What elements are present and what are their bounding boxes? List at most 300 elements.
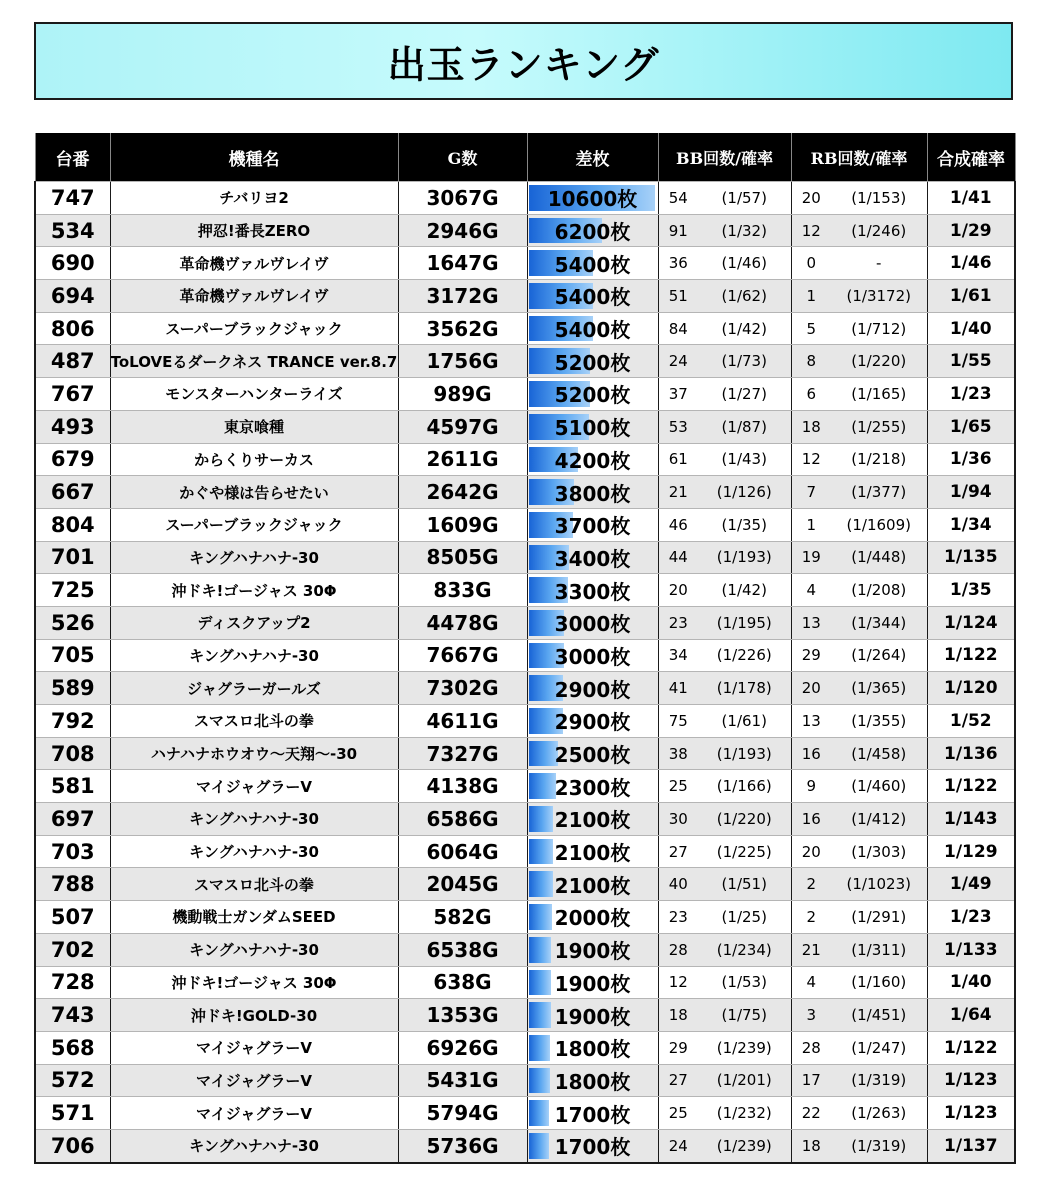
combined-probability: 1/122 — [927, 639, 1015, 672]
game-count: 2642G — [398, 476, 527, 509]
combined-probability: 1/49 — [927, 868, 1015, 901]
table-row — [35, 999, 1015, 1032]
table-row — [35, 737, 1015, 770]
header-machine-name: 機種名 — [110, 133, 398, 182]
difference-text: 10600枚 — [547, 187, 638, 212]
table-row — [35, 345, 1015, 378]
difference-value — [527, 508, 658, 541]
combined-probability: 1/137 — [927, 1129, 1015, 1162]
machine-name: マイジャグラーV — [110, 770, 398, 803]
combined-probability: 1/65 — [927, 410, 1015, 443]
table-header-row — [35, 133, 1015, 182]
difference-bar — [529, 871, 554, 897]
difference-text: 4200枚 — [554, 448, 631, 473]
table-row — [35, 672, 1015, 705]
combined-probability: 1/120 — [927, 672, 1015, 705]
rb-count: 8 — [791, 345, 831, 378]
bb-probability: (1/234) — [698, 933, 791, 966]
bb-probability: (1/32) — [698, 214, 791, 247]
machine-name: ハナハナホウオウ～天翔～-30 — [110, 737, 398, 770]
combined-probability: 1/61 — [927, 280, 1015, 313]
rb-probability: (1/263) — [831, 1097, 927, 1130]
bb-count: 44 — [658, 541, 698, 574]
rb-probability: (1/365) — [831, 672, 927, 705]
game-count: 833G — [398, 574, 527, 607]
table-row — [35, 639, 1015, 672]
difference-text: 3400枚 — [554, 546, 631, 571]
combined-probability: 1/136 — [927, 737, 1015, 770]
difference-text: 1900枚 — [554, 1004, 631, 1029]
game-count: 4138G — [398, 770, 527, 803]
difference-value — [527, 770, 658, 803]
rb-count: 22 — [791, 1097, 831, 1130]
bb-count: 84 — [658, 312, 698, 345]
machine-number: 708 — [35, 737, 110, 770]
bb-count: 75 — [658, 705, 698, 738]
difference-value — [527, 541, 658, 574]
combined-probability: 1/143 — [927, 803, 1015, 836]
difference-value — [527, 606, 658, 639]
bb-count: 23 — [658, 901, 698, 934]
game-count: 7667G — [398, 639, 527, 672]
machine-number: 792 — [35, 705, 110, 738]
machine-name: マイジャグラーV — [110, 1031, 398, 1064]
bb-probability: (1/61) — [698, 705, 791, 738]
combined-probability: 1/40 — [927, 966, 1015, 999]
table-row — [35, 214, 1015, 247]
table-row — [35, 443, 1015, 476]
bb-probability: (1/51) — [698, 868, 791, 901]
difference-value — [527, 443, 658, 476]
difference-bar — [529, 741, 559, 767]
difference-value — [527, 868, 658, 901]
game-count: 2946G — [398, 214, 527, 247]
combined-probability: 1/135 — [927, 541, 1015, 574]
table-row — [35, 312, 1015, 345]
difference-bar — [529, 937, 552, 963]
table-row — [35, 1064, 1015, 1097]
bb-probability: (1/225) — [698, 835, 791, 868]
header-rb: RB回数/確率 — [791, 133, 927, 182]
difference-value — [527, 280, 658, 313]
combined-probability: 1/46 — [927, 247, 1015, 280]
difference-text: 5200枚 — [554, 350, 631, 375]
game-count: 4478G — [398, 606, 527, 639]
difference-bar — [529, 1100, 549, 1126]
bb-count: 24 — [658, 345, 698, 378]
table-row — [35, 901, 1015, 934]
machine-number: 534 — [35, 214, 110, 247]
header-bb: BB回数/確率 — [658, 133, 791, 182]
combined-probability: 1/35 — [927, 574, 1015, 607]
table-row — [35, 933, 1015, 966]
difference-value — [527, 345, 658, 378]
rb-count: 3 — [791, 999, 831, 1032]
game-count: 1647G — [398, 247, 527, 280]
rb-count: 18 — [791, 410, 831, 443]
difference-value — [527, 901, 658, 934]
rb-probability: (1/264) — [831, 639, 927, 672]
rb-count: 20 — [791, 672, 831, 705]
difference-value — [527, 737, 658, 770]
table-row — [35, 606, 1015, 639]
rb-count: 6 — [791, 378, 831, 411]
machine-name: スーパーブラックジャック — [110, 312, 398, 345]
game-count: 1609G — [398, 508, 527, 541]
bb-probability: (1/73) — [698, 345, 791, 378]
ranking-body — [35, 182, 1015, 1163]
difference-value — [527, 214, 658, 247]
difference-text: 2100枚 — [554, 841, 631, 866]
difference-value — [527, 966, 658, 999]
combined-probability: 1/41 — [927, 182, 1015, 215]
machine-name: ToLOVEるダークネス TRANCE ver.8.7 — [110, 345, 398, 378]
bb-probability: (1/46) — [698, 247, 791, 280]
difference-bar — [529, 1002, 552, 1028]
difference-value — [527, 247, 658, 280]
difference-text: 3000枚 — [554, 612, 631, 637]
difference-value — [527, 672, 658, 705]
bb-count: 54 — [658, 182, 698, 215]
machine-name: マイジャグラーV — [110, 1097, 398, 1130]
combined-probability: 1/129 — [927, 835, 1015, 868]
rb-count: 2 — [791, 868, 831, 901]
combined-probability: 1/36 — [927, 443, 1015, 476]
bb-probability: (1/57) — [698, 182, 791, 215]
bb-probability: (1/75) — [698, 999, 791, 1032]
bb-probability: (1/25) — [698, 901, 791, 934]
difference-text: 2000枚 — [554, 906, 631, 931]
difference-text: 3000枚 — [554, 644, 631, 669]
bb-probability: (1/27) — [698, 378, 791, 411]
game-count: 7302G — [398, 672, 527, 705]
game-count: 1756G — [398, 345, 527, 378]
difference-text: 2100枚 — [554, 808, 631, 833]
combined-probability: 1/23 — [927, 901, 1015, 934]
rb-probability: (1/1609) — [831, 508, 927, 541]
bb-count: 24 — [658, 1129, 698, 1162]
machine-number: 581 — [35, 770, 110, 803]
machine-number: 702 — [35, 933, 110, 966]
machine-number: 572 — [35, 1064, 110, 1097]
game-count: 7327G — [398, 737, 527, 770]
difference-text: 2900枚 — [554, 710, 631, 735]
difference-text: 1700枚 — [554, 1102, 631, 1127]
bb-count: 41 — [658, 672, 698, 705]
rb-probability: (1/451) — [831, 999, 927, 1032]
bb-count: 37 — [658, 378, 698, 411]
difference-value — [527, 933, 658, 966]
difference-value — [527, 639, 658, 672]
rb-probability: (1/355) — [831, 705, 927, 738]
machine-number: 526 — [35, 606, 110, 639]
difference-text: 3700枚 — [554, 514, 631, 539]
difference-value — [527, 410, 658, 443]
machine-number: 667 — [35, 476, 110, 509]
table-row — [35, 1097, 1015, 1130]
rb-count: 16 — [791, 803, 831, 836]
ranking-table — [34, 133, 1016, 1164]
table-row — [35, 247, 1015, 280]
bb-probability: (1/220) — [698, 803, 791, 836]
bb-probability: (1/193) — [698, 737, 791, 770]
game-count: 582G — [398, 901, 527, 934]
machine-name: キングハナハナ-30 — [110, 1129, 398, 1162]
rb-count: 1 — [791, 280, 831, 313]
game-count: 2045G — [398, 868, 527, 901]
machine-name: マイジャグラーV — [110, 1064, 398, 1097]
bb-probability: (1/195) — [698, 606, 791, 639]
table-row — [35, 770, 1015, 803]
bb-count: 29 — [658, 1031, 698, 1064]
difference-value — [527, 1129, 658, 1162]
table-row — [35, 705, 1015, 738]
machine-name: キングハナハナ-30 — [110, 541, 398, 574]
game-count: 8505G — [398, 541, 527, 574]
rb-probability: (1/344) — [831, 606, 927, 639]
bb-count: 27 — [658, 835, 698, 868]
machine-name: 沖ドキ!GOLD-30 — [110, 999, 398, 1032]
difference-text: 2300枚 — [554, 775, 631, 800]
rb-probability: (1/1023) — [831, 868, 927, 901]
difference-bar — [529, 970, 552, 996]
difference-text: 3300枚 — [554, 579, 631, 604]
bb-probability: (1/87) — [698, 410, 791, 443]
difference-text: 5400枚 — [554, 252, 631, 277]
game-count: 1353G — [398, 999, 527, 1032]
machine-name: キングハナハナ-30 — [110, 639, 398, 672]
header-machine-no: 台番 — [35, 133, 110, 182]
game-count: 4597G — [398, 410, 527, 443]
game-count: 5736G — [398, 1129, 527, 1162]
game-count: 5431G — [398, 1064, 527, 1097]
rb-probability: (1/319) — [831, 1129, 927, 1162]
combined-probability: 1/55 — [927, 345, 1015, 378]
machine-number: 728 — [35, 966, 110, 999]
difference-value — [527, 476, 658, 509]
difference-value — [527, 1031, 658, 1064]
game-count: 3172G — [398, 280, 527, 313]
machine-number: 743 — [35, 999, 110, 1032]
machine-name: ディスクアップ2 — [110, 606, 398, 639]
bb-count: 23 — [658, 606, 698, 639]
rb-probability: (1/712) — [831, 312, 927, 345]
rb-probability: (1/208) — [831, 574, 927, 607]
game-count: 4611G — [398, 705, 527, 738]
machine-number: 589 — [35, 672, 110, 705]
machine-number: 679 — [35, 443, 110, 476]
combined-probability: 1/23 — [927, 378, 1015, 411]
bb-count: 27 — [658, 1064, 698, 1097]
machine-name: ジャグラーガールズ — [110, 672, 398, 705]
difference-bar — [529, 839, 554, 865]
difference-value — [527, 705, 658, 738]
machine-number: 690 — [35, 247, 110, 280]
machine-name: スーパーブラックジャック — [110, 508, 398, 541]
rb-probability: (1/153) — [831, 182, 927, 215]
difference-text: 6200枚 — [554, 220, 631, 245]
combined-probability: 1/34 — [927, 508, 1015, 541]
machine-name: からくりサーカス — [110, 443, 398, 476]
machine-number: 725 — [35, 574, 110, 607]
table-row — [35, 835, 1015, 868]
difference-bar — [529, 1068, 550, 1094]
machine-number: 694 — [35, 280, 110, 313]
rb-count: 28 — [791, 1031, 831, 1064]
difference-bar — [529, 1133, 549, 1159]
table-row — [35, 508, 1015, 541]
difference-bar — [529, 904, 553, 930]
table-row — [35, 868, 1015, 901]
game-count: 3562G — [398, 312, 527, 345]
machine-name: スマスロ北斗の拳 — [110, 705, 398, 738]
bb-count: 25 — [658, 770, 698, 803]
rb-probability: (1/460) — [831, 770, 927, 803]
rb-count: 18 — [791, 1129, 831, 1162]
rb-probability: (1/255) — [831, 410, 927, 443]
difference-text: 5400枚 — [554, 285, 631, 310]
game-count: 2611G — [398, 443, 527, 476]
machine-name: 革命機ヴァルヴレイヴ — [110, 247, 398, 280]
rb-probability: (1/247) — [831, 1031, 927, 1064]
rb-count: 17 — [791, 1064, 831, 1097]
rb-count: 20 — [791, 182, 831, 215]
machine-name: キングハナハナ-30 — [110, 803, 398, 836]
header-difference: 差枚 — [527, 133, 658, 182]
bb-count: 61 — [658, 443, 698, 476]
rb-probability: (1/311) — [831, 933, 927, 966]
machine-number: 507 — [35, 901, 110, 934]
game-count: 3067G — [398, 182, 527, 215]
rb-count: 12 — [791, 214, 831, 247]
rb-probability: (1/303) — [831, 835, 927, 868]
difference-value — [527, 1097, 658, 1130]
rb-count: 1 — [791, 508, 831, 541]
rb-count: 4 — [791, 574, 831, 607]
bb-probability: (1/193) — [698, 541, 791, 574]
machine-number: 804 — [35, 508, 110, 541]
rb-probability: (1/448) — [831, 541, 927, 574]
difference-text: 5200枚 — [554, 383, 631, 408]
difference-text: 1800枚 — [554, 1037, 631, 1062]
difference-value — [527, 1064, 658, 1097]
machine-number: 705 — [35, 639, 110, 672]
bb-count: 46 — [658, 508, 698, 541]
bb-count: 36 — [658, 247, 698, 280]
difference-text: 1700枚 — [554, 1135, 631, 1160]
title-banner — [34, 22, 1013, 100]
machine-name: 東京喰種 — [110, 410, 398, 443]
bb-count: 34 — [658, 639, 698, 672]
difference-value — [527, 312, 658, 345]
machine-name: モンスターハンターライズ — [110, 378, 398, 411]
bb-count: 38 — [658, 737, 698, 770]
combined-probability: 1/122 — [927, 770, 1015, 803]
rb-probability: - — [831, 247, 927, 280]
table-row — [35, 1129, 1015, 1162]
game-count: 6586G — [398, 803, 527, 836]
machine-number: 703 — [35, 835, 110, 868]
rb-probability: (1/291) — [831, 901, 927, 934]
combined-probability: 1/40 — [927, 312, 1015, 345]
rb-probability: (1/458) — [831, 737, 927, 770]
difference-value — [527, 574, 658, 607]
difference-bar — [529, 773, 556, 799]
difference-value — [527, 182, 658, 215]
game-count: 638G — [398, 966, 527, 999]
bb-count: 53 — [658, 410, 698, 443]
bb-count: 28 — [658, 933, 698, 966]
bb-probability: (1/226) — [698, 639, 791, 672]
table-row — [35, 1031, 1015, 1064]
bb-count: 30 — [658, 803, 698, 836]
bb-count: 18 — [658, 999, 698, 1032]
bb-count: 25 — [658, 1097, 698, 1130]
bb-probability: (1/42) — [698, 312, 791, 345]
machine-name: 沖ドキ!ゴージャス 30Φ — [110, 966, 398, 999]
combined-probability: 1/52 — [927, 705, 1015, 738]
rb-probability: (1/319) — [831, 1064, 927, 1097]
rb-probability: (1/3172) — [831, 280, 927, 313]
game-count: 989G — [398, 378, 527, 411]
difference-text: 5400枚 — [554, 318, 631, 343]
bb-count: 12 — [658, 966, 698, 999]
difference-value — [527, 999, 658, 1032]
machine-name: 革命機ヴァルヴレイヴ — [110, 280, 398, 313]
difference-text: 2500枚 — [554, 743, 631, 768]
difference-bar — [529, 806, 554, 832]
game-count: 6538G — [398, 933, 527, 966]
machine-name: チバリヨ2 — [110, 182, 398, 215]
combined-probability: 1/94 — [927, 476, 1015, 509]
table-row — [35, 541, 1015, 574]
rb-probability: (1/160) — [831, 966, 927, 999]
machine-number: 767 — [35, 378, 110, 411]
game-count: 5794G — [398, 1097, 527, 1130]
header-combined: 合成確率 — [927, 133, 1015, 182]
machine-number: 568 — [35, 1031, 110, 1064]
difference-text: 5100枚 — [554, 416, 631, 441]
difference-bar — [529, 1035, 550, 1061]
rb-count: 20 — [791, 835, 831, 868]
bb-probability: (1/178) — [698, 672, 791, 705]
page-title: 出玉ランキング — [387, 42, 660, 87]
table-row — [35, 476, 1015, 509]
combined-probability: 1/133 — [927, 933, 1015, 966]
table-row — [35, 182, 1015, 215]
bb-probability: (1/126) — [698, 476, 791, 509]
table-row — [35, 410, 1015, 443]
rb-count: 12 — [791, 443, 831, 476]
bb-probability: (1/166) — [698, 770, 791, 803]
bb-count: 51 — [658, 280, 698, 313]
machine-number: 706 — [35, 1129, 110, 1162]
rb-count: 4 — [791, 966, 831, 999]
machine-name: スマスロ北斗の拳 — [110, 868, 398, 901]
machine-number: 788 — [35, 868, 110, 901]
difference-text: 3800枚 — [554, 481, 631, 506]
bb-count: 20 — [658, 574, 698, 607]
rb-count: 16 — [791, 737, 831, 770]
bb-probability: (1/43) — [698, 443, 791, 476]
header-games: G数 — [398, 133, 527, 182]
bb-count: 40 — [658, 868, 698, 901]
bb-probability: (1/53) — [698, 966, 791, 999]
machine-name: 押忍!番長ZERO — [110, 214, 398, 247]
machine-name: キングハナハナ-30 — [110, 835, 398, 868]
machine-number: 487 — [35, 345, 110, 378]
machine-name: 機動戦士ガンダムSEED — [110, 901, 398, 934]
